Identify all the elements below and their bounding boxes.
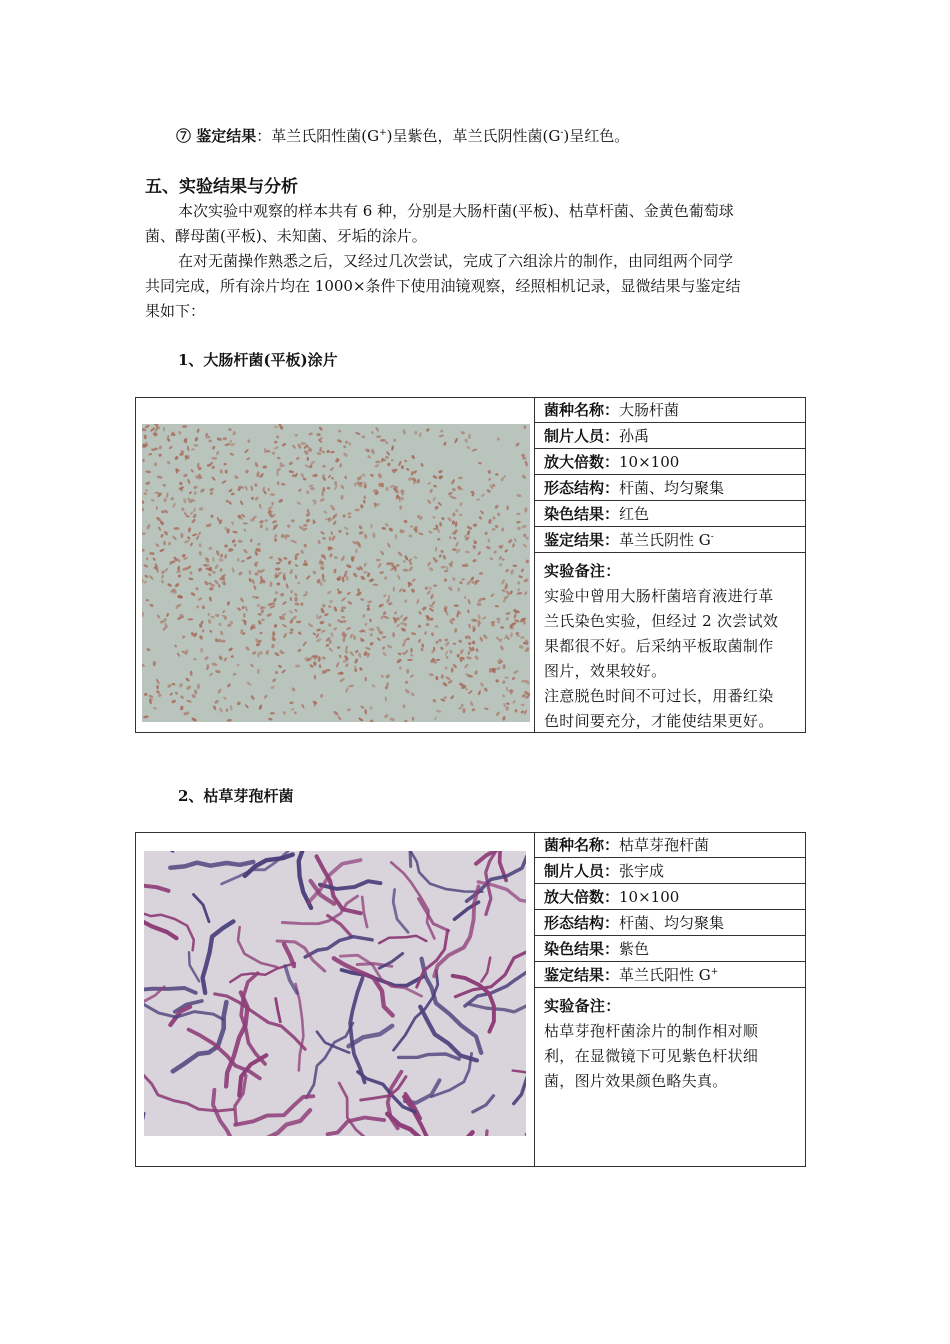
sample-2-info (535, 833, 805, 1166)
stain-row: 染色结果：红色 (535, 502, 805, 527)
maker-row: 制片人员：孙禹 (535, 424, 805, 449)
identification-line: ⑦ 鉴定结果：革兰氏阳性菌(G+)呈紫色，革兰氏阴性菌(G-)呈红色。 (176, 127, 630, 145)
maker-row: 制片人员：张宇成 (535, 859, 805, 884)
note-line: 实验中曾用大肠杆菌培育液进行革 (544, 587, 774, 605)
note-line: 注意脱色时间不可过长，用番红染 (544, 687, 774, 705)
magnification-row: 放大倍数：10×100 (535, 885, 805, 910)
sample-1-photo-cell (136, 398, 535, 732)
paragraph-2-line-3: 果如下： (145, 302, 206, 320)
morphology-row: 形态结构：杆菌、均匀聚集 (535, 911, 805, 936)
notes: 实验备注： 枯草芽孢杆菌涂片的制作相对顺 利，在显微镜下可见紫色杆状细 菌，图片效果颜色略失真。 (535, 988, 805, 1094)
species-row: 菌种名称：大肠杆菌 (535, 398, 805, 423)
paragraph-2-line-2: 共同完成，所有涂片均在 1000×条件下使用油镜观察，经照相机记录，显微结果与鉴定结 (145, 277, 741, 295)
result-label: ⑦ 鉴定结果 (176, 127, 257, 145)
sample-1-title: 1、大肠杆菌(平板)涂片 (178, 351, 338, 369)
paragraph-1-line-2: 菌、酵母菌(平板)、未知菌、牙垢的涂片。 (145, 227, 427, 245)
paragraph-1-line-1: 本次实验中观察的样本共有 6 种，分别是大肠杆菌(平板)、枯草杆菌、金黄色葡萄球 (178, 202, 734, 220)
sample-2-table (135, 832, 806, 1167)
magnification-row: 放大倍数：10×100 (535, 450, 805, 475)
note-line: 兰氏染色实验，但经过 2 次尝试效 (544, 612, 779, 630)
note-line: 果都很不好。后采纳平板取菌制作 (544, 637, 774, 655)
sample-2-title: 2、枯草芽孢杆菌 (178, 787, 294, 805)
paragraph-2-line-1: 在对无菌操作熟悉之后，又经过几次尝试，完成了六组涂片的制作，由同组两个同学 (178, 252, 734, 270)
sample-1-table (135, 397, 806, 733)
notes: 实验备注： 实验中曾用大肠杆菌培育液进行革 兰氏染色实验，但经过 2 次尝试效 果都很不好。后采纳平板取菌制作 图片，效果较好。 注意脱色时间不可过长，用番红染 色时间要充分，才能使结果更好。 (535, 553, 805, 734)
note-line: 图片，效果较好。 (544, 662, 667, 680)
sample-2-photo-cell (136, 833, 535, 1166)
note-line: 菌，图片效果颜色略失真。 (544, 1072, 728, 1090)
identification-row: 鉴定结果：革兰氏阴性 G- (535, 528, 805, 553)
stain-row: 染色结果：紫色 (535, 937, 805, 962)
sample-1-info (535, 398, 805, 732)
species-row: 菌种名称：枯草芽孢杆菌 (535, 833, 805, 858)
b-subtilis-micrograph (144, 851, 526, 1136)
e-coli-micrograph (142, 424, 530, 722)
note-line: 枯草芽孢杆菌涂片的制作相对顺 (544, 1022, 759, 1040)
note-line: 利，在显微镜下可见紫色杆状细 (544, 1047, 759, 1065)
section-heading: 五、实验结果与分析 (145, 177, 298, 197)
note-line: 色时间要充分，才能使结果更好。 (544, 712, 774, 730)
identification-row: 鉴定结果：革兰氏阳性 G+ (535, 963, 805, 988)
morphology-row: 形态结构：杆菌、均匀聚集 (535, 476, 805, 501)
